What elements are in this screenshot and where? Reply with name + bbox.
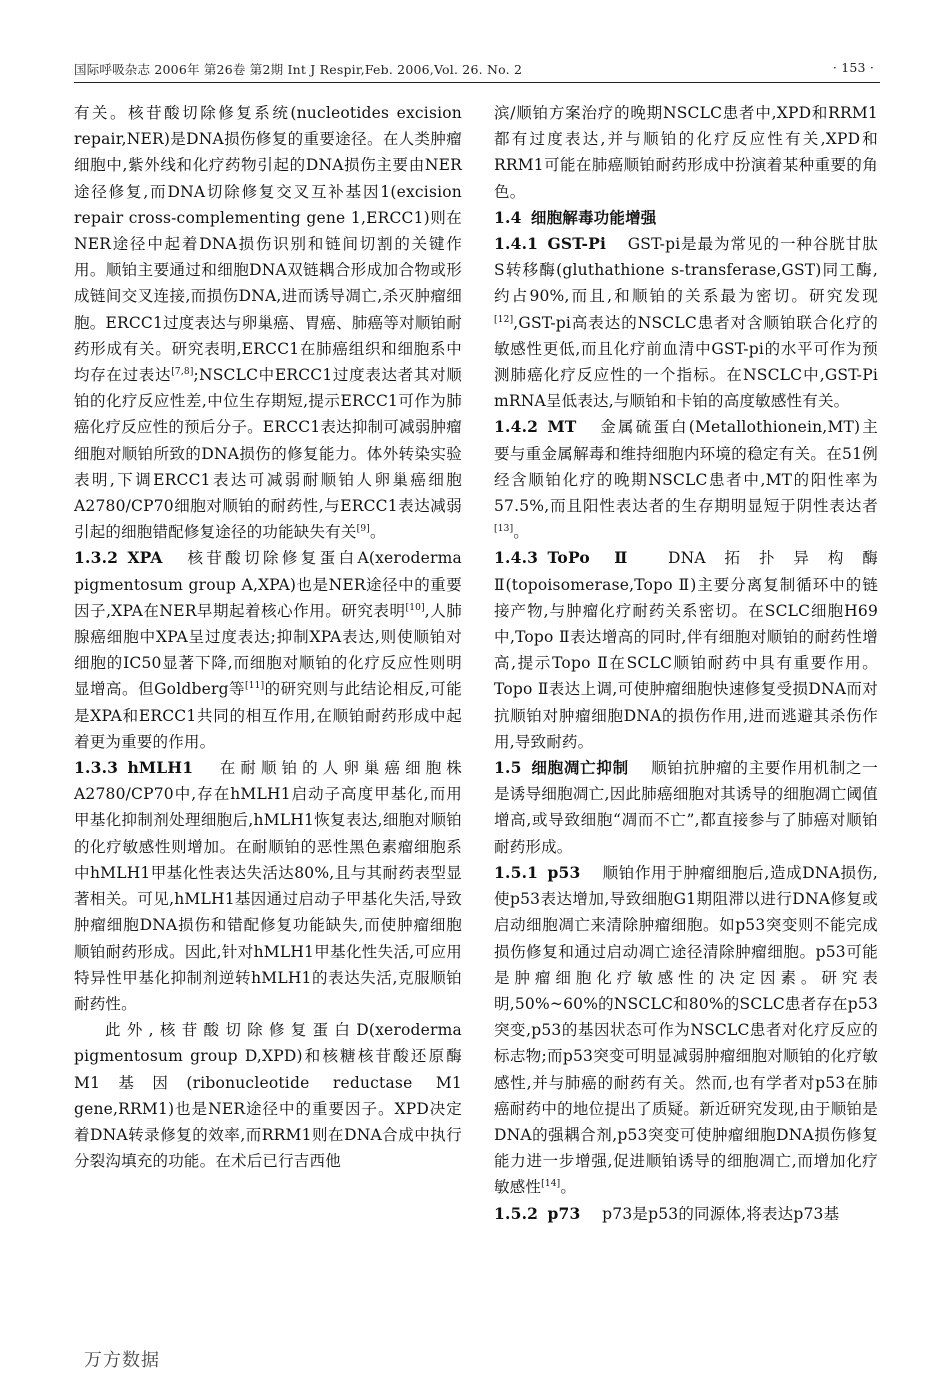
section-title: XPA [127,548,163,568]
section-number: 1.3.2 [74,548,119,568]
citation: [14] [541,1179,561,1190]
section-1-4-1: 1.4.1 GST-Pi GST-pi是最为常见的一种谷胱甘肽S转移酶(gluthathione s-transferase,GST)同工酶,约占90%,而且,和顺铂的关系最为密切。研究发现[12],GST-pi高表达的NSCLC患者对含顺铂联合化疗的敏感性更低,而且化疗前血清中GST-pi的水平可作为预测肺癌化疗反应性的一个指标。在NSCLC中,GST-Pi mRNA呈低表达,与顺铂和卡铂的高度敏感性有关。 [494,234,878,411]
paragraph-xpd-rrm1: 此外,核苷酸切除修复蛋白D(xeroderma pigmentosum group D,XPD)和核糖核苷酸还原酶M1基因(ribonucleotide reductase M1 gene,RRM1)也是NER途径中的重要因子。XPD决定着DNA转录修复的效率,而RRM1则在DNA合成中执行分裂沟填充的功能。在术后已行吉西他 [74,1021,462,1171]
section-title: MT [547,417,577,437]
section-1-4-2: 1.4.2 MT 金属硫蛋白(Metallothionein,MT)主要与重金属解毒和维持细胞内环境的稳定有关。在51例经含顺铂化疗的晚期NSCLC患者中,MT的阳性率为57.5%,而且阳性表达者的生存期明显短于阴性表达者[13]。 [494,417,878,542]
running-header [74,56,874,82]
watermark: 万方数据 [84,1350,160,1371]
section-title: 细胞凋亡抑制 [530,758,629,778]
citation: [12] [494,314,514,325]
section-number: 1.5.1 [494,862,539,882]
section-number: 1.4 [494,207,522,227]
citation: [9] [356,524,370,535]
section-title: 细胞解毒功能增强 [530,207,657,227]
section-1-5-1: 1.5.1 p53 顺铂作用于肿瘤细胞后,造成DNA损伤,使p53表达增加,导致细胞G1期阻滞以进行DNA修复或启动细胞凋亡来清除肿瘤细胞。如p53突变则不能完成损伤修复和通过启动凋亡途径清除肿瘤细胞。p53可能是肿瘤细胞化疗敏感性的决定因素。研究表明,50%~60%的NSCLC和80%的SCLC患者存在p53突变,p53的基因状态可作为NSCLC患者对化疗反应的标志物;而p53突变可明显减弱肿瘤细胞对顺铂的化疗敏感性,并与肺癌的耐药有关。然而,也有学者对p53在肺癌耐药中的地位提出了质疑。新近研究发现,由于顺铂是DNA的强耦合剂,p53突变可使肿瘤细胞DNA损伤修复能力进一步增强,促进顺铂诱导的细胞凋亡,而增加化疗敏感性[14]。 [494,862,878,1197]
citation: [10] [405,602,425,613]
section-number: 1.4.2 [494,417,539,437]
paragraph-ercc1: 有关。核苷酸切除修复系统(nucleotides excision repair,NER)是DNA损伤修复的重要途径。在人类肿瘤细胞中,紫外线和化疗药物引起的DNA损伤主要由NER途径修复,而DNA切除修复交叉互补基因1(excision repair cross-complementing gene 1,ERCC1)则在NER途径中起着DNA损伤识别和链间切割的关键作用。顺铂主要通过和细胞DNA双链耦合形成加合物或形成链间交叉连接,而损伤DNA,进而诱导凋亡,杀灭肿瘤细胞。ERCC1过度表达与卵巢癌、胃癌、肺癌等对顺铂耐药形成有关。研究表明,ERCC1在肺癌组织和细胞系中均存在过表达[7,8];NSCLC中ERCC1过度表达者其对顺铂的化疗反应性差,中位生存期短,提示ERCC1可作为肺癌化疗反应性的预后分子。ERCC1表达抑制可减弱肿瘤细胞对顺铂所致的DNA损伤的修复能力。体外转染实验表明,下调ERCC1表达可减弱耐顺铂人卵巢癌细胞A2780/CP70细胞对顺铂的耐药性,与ERCC1表达减弱引起的细胞错配修复途径的功能缺失有关[9]。 [74,104,463,542]
journal-info: 国际呼吸杂志 2006年 第26卷 第2期 Int J Respir,Feb. 2006,Vol. 26. No. 2 [74,62,523,77]
section-number: 1.4.3 [494,548,539,568]
section-1-4-3: 1.4.3 ToPo Ⅱ DNA拓扑异构酶Ⅱ(topoisomerase,Topo Ⅱ)主要分离复制循环中的链接产物,与肿瘤化疗耐药关系密切。在SCLC细胞H69中,Topo Ⅱ表达增高的同时,伴有细胞对顺铂的耐药性增高,提示Topo Ⅱ在SCLC顺铂耐药中具有重要作用。Topo Ⅱ表达上调,可使肿瘤细胞快速修复受损DNA而对抗顺铂对肿瘤细胞DNA的损伤作用,进而逃避其杀伤作用,导致耐药。 [494,548,878,751]
paragraph-continued: 滨/顺铂方案治疗的晚期NSCLC患者中,XPD和RRM1都有过度表达,并与顺铂的化疗反应性有关,XPD和RRM1可能在肺癌顺铂耐药形成中扮演着某种重要的角色。 [494,104,878,201]
section-number: 1.4.1 [494,234,539,254]
section-number: 1.3.3 [74,758,119,778]
section-number: 1.5 [494,758,522,778]
section-number: 1.5.2 [494,1203,539,1223]
citation: [13] [494,524,514,535]
section-1-3-2: 1.3.2 XPA 核苷酸切除修复蛋白A(xeroderma pigmentosum group A,XPA)也是NER途径中的重要因子,XPA在NER早期起着核心作用。研究表明[10],人肺腺癌细胞中XPA呈过度表达;抑制XPA表达,则使顺铂对细胞的IC50显著下降,而细胞对顺铂的化疗反应性则明显增高。但Goldberg等[11]的研究则与此结论相反,可能是XPA和ERCC1共同的相互作用,在顺铂耐药形成中起着更为重要的作用。 [74,548,462,751]
header-rule [74,82,880,83]
section-title: p53 [547,862,581,882]
section-title: ToPo Ⅱ [547,548,647,568]
citation: [11] [245,681,265,692]
section-1-3-3: 1.3.3 hMLH1 在耐顺铂的人卵巢癌细胞株A2780/CP70中,存在hMLH1启动子高度甲基化,而用甲基化抑制剂处理细胞后,hMLH1恢复表达,细胞对顺铂的化疗敏感性则增加。在耐顺铂的恶性黑色素瘤细胞系中hMLH1甲基化性表达失活达80%,且与其耐药表型显著相关。可见,hMLH1基因通过启动子甲基化失活,导致肿瘤细胞DNA损伤和错配修复功能缺失,而使肿瘤细胞顺铂耐药形成。因此,针对hMLH1甲基化性失活,可应用特异性甲基化抑制剂逆转hMLH1的表达失活,克服顺铂耐药性。 [74,758,462,1013]
section-title: hMLH1 [127,758,194,778]
section-title: GST-Pi [547,234,607,254]
citation: [7,8] [171,366,194,377]
section-1-5: 1.5 细胞凋亡抑制 顺铂抗肿瘤的主要作用机制之一是诱导细胞凋亡,因此肺癌细胞对其诱导的细胞凋亡阈值增高,或导致细胞“凋而不亡”,都直接参与了肺癌对顺铂耐药形成。 [494,758,878,856]
section-title: p73 [547,1203,581,1223]
right-column [494,100,878,1227]
section-1-5-2: 1.5.2 p73 p73是p53的同源体,将表达p73基 [494,1203,840,1223]
page-number: · 153 · [832,60,874,75]
section-1-4 [494,205,878,231]
left-column [74,100,462,1174]
